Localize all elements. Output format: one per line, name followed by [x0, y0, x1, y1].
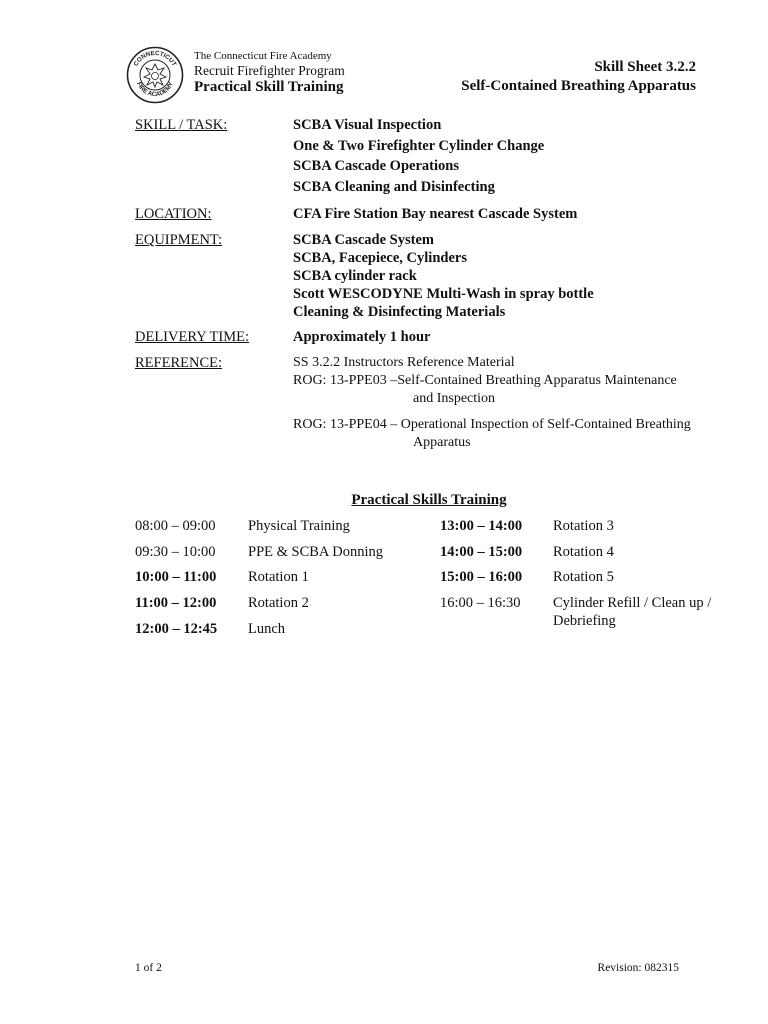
schedule-activity: Rotation 4: [553, 543, 614, 560]
program-name: Recruit Firefighter Program: [194, 63, 345, 78]
skill-task-item: SCBA Cleaning and Disinfecting: [293, 178, 495, 195]
skill-task-item: SCBA Cascade Operations: [293, 158, 459, 174]
reference-item: ROG: 13-PPE04 – Operational Inspection of Self-Contained Breathing: [293, 417, 691, 432]
equipment-item: SCBA, Facepiece, Cylinders: [293, 250, 467, 266]
schedule-activity: Cylinder Refill / Clean up /: [553, 594, 712, 611]
schedule-activity: Rotation 5: [553, 568, 614, 585]
equipment-label: EQUIPMENT:: [135, 232, 223, 248]
training-title: Practical Skill Training: [194, 79, 344, 95]
schedule-time: 15:00 – 16:00: [440, 568, 523, 585]
schedule-activity: Lunch: [248, 620, 286, 637]
equipment-item: SCBA Cascade System: [293, 232, 434, 248]
equipment-item: SCBA cylinder rack: [293, 268, 417, 284]
skill-task-item: SCBA Visual Inspection: [293, 117, 442, 133]
schedule-time: 08:00 – 09:00: [135, 518, 216, 534]
schedule-title: Practical Skills Training: [351, 492, 507, 508]
schedule-activity: PPE & SCBA Donning: [248, 543, 383, 560]
skill-sheet-title: Self-Contained Breathing Apparatus: [461, 78, 696, 94]
schedule-right-activities: [553, 518, 711, 631]
schedule-activity: Rotation 2: [248, 594, 309, 611]
reference-item-continued: Apparatus: [413, 435, 471, 450]
location-value: CFA Fire Station Bay nearest Cascade System: [293, 206, 578, 222]
schedule-left-times: [135, 518, 217, 647]
schedule-activity: Rotation 3: [553, 518, 614, 534]
reference-list: [293, 355, 691, 453]
delivery-time-value: Approximately 1 hour: [293, 329, 431, 345]
skill-task-label: SKILL / TASK:: [135, 117, 228, 133]
page-number: 1 of 2: [135, 962, 162, 974]
reference-item-continued: and Inspection: [413, 391, 496, 406]
academy-name: The Connecticut Fire Academy: [194, 50, 332, 62]
svg-text:CONNECTICUT: CONNECTICUT: [132, 49, 178, 68]
schedule-activity: Physical Training: [248, 518, 350, 534]
skill-sheet-number: Skill Sheet 3.2.2: [594, 59, 696, 75]
schedule-activity-continued: Debriefing: [553, 612, 616, 629]
schedule-time: 12:00 – 12:45: [135, 620, 218, 637]
schedule-time: 11:00 – 12:00: [135, 594, 217, 611]
svg-text:FIRE ACADEMY: FIRE ACADEMY: [135, 81, 175, 99]
location-label: LOCATION:: [135, 206, 212, 222]
skill-task-item: One & Two Firefighter Cylinder Change: [293, 137, 545, 154]
delivery-time-label: DELIVERY TIME:: [135, 329, 249, 345]
schedule-time: 16:00 – 16:30: [440, 594, 521, 611]
schedule-time: 09:30 – 10:00: [135, 543, 216, 560]
equipment-item: Cleaning & Disinfecting Materials: [293, 304, 506, 320]
reference-item: SS 3.2.2 Instructors Reference Material: [293, 355, 515, 370]
schedule-left-activities: [248, 518, 383, 647]
schedule-time: 13:00 – 14:00: [440, 518, 523, 534]
schedule-right-times: [440, 518, 522, 621]
revision-number: Revision: 082315: [597, 962, 679, 974]
reference-label: REFERENCE:: [135, 355, 223, 371]
skill-task-list: [293, 117, 544, 199]
schedule-time: 10:00 – 11:00: [135, 568, 217, 585]
schedule-activity: Rotation 1: [248, 568, 309, 585]
reference-item: ROG: 13-PPE03 –Self-Contained Breathing Apparatus Maintenance: [293, 373, 677, 388]
equipment-item: Scott WESCODYNE Multi-Wash in spray bottle: [293, 286, 594, 302]
equipment-list: [293, 232, 594, 322]
schedule-time: 14:00 – 15:00: [440, 543, 523, 560]
academy-seal-logo: [126, 46, 184, 104]
